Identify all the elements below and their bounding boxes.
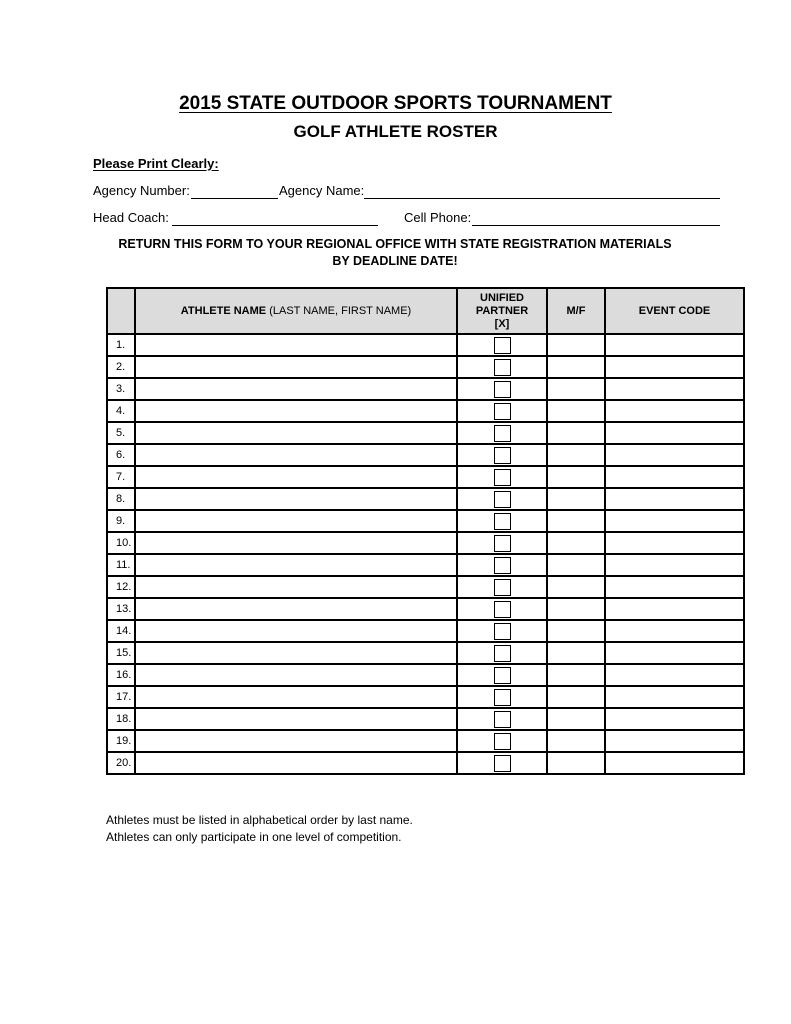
unified-partner-cell (457, 554, 547, 576)
unified-partner-checkbox[interactable] (494, 447, 511, 464)
event-code-cell[interactable] (605, 510, 744, 532)
table-row (107, 466, 744, 488)
table-row (107, 554, 744, 576)
gender-cell[interactable] (547, 466, 605, 488)
table-row (107, 752, 744, 774)
event-code-cell[interactable] (605, 334, 744, 356)
unified-line-3: [X] (494, 317, 510, 330)
event-code-cell[interactable] (605, 752, 744, 774)
table-row (107, 444, 744, 466)
athlete-name-cell[interactable] (135, 532, 457, 554)
row-number: 16. (107, 664, 135, 686)
table-row (107, 532, 744, 554)
row-number: 9. (107, 510, 135, 532)
cell-phone-label: Cell Phone: (404, 210, 472, 225)
return-notice (100, 236, 690, 270)
page-title: 2015 STATE OUTDOOR SPORTS TOURNAMENT (179, 93, 612, 114)
athlete-name-cell[interactable] (135, 752, 457, 774)
row-number: 4. (107, 400, 135, 422)
table-row (107, 730, 744, 752)
gender-cell[interactable] (547, 642, 605, 664)
header-athlete-name (135, 288, 457, 334)
gender-cell[interactable] (547, 378, 605, 400)
row-number: 2. (107, 356, 135, 378)
event-code-cell[interactable] (605, 444, 744, 466)
unified-partner-checkbox[interactable] (494, 601, 511, 618)
row-number: 1. (107, 334, 135, 356)
notice-line-2: BY DEADLINE DATE! (332, 254, 458, 268)
gender-cell[interactable] (547, 334, 605, 356)
athlete-name-cell[interactable] (135, 334, 457, 356)
print-clearly-label: Please Print Clearly: (93, 156, 219, 171)
event-code-cell[interactable] (605, 422, 744, 444)
unified-partner-checkbox[interactable] (494, 359, 511, 376)
athlete-name-cell[interactable] (135, 576, 457, 598)
row-number: 6. (107, 444, 135, 466)
table-row (107, 708, 744, 730)
notice-line-1: RETURN THIS FORM TO YOUR REGIONAL OFFICE WITH STATE REGISTRATION MATERIALS (118, 237, 672, 251)
gender-cell[interactable] (547, 422, 605, 444)
unified-partner-checkbox[interactable] (494, 557, 511, 574)
gender-cell[interactable] (547, 708, 605, 730)
row-number: 17. (107, 686, 135, 708)
athlete-name-bold: ATHLETE NAME (180, 304, 267, 317)
event-code-cell[interactable] (605, 730, 744, 752)
unified-partner-cell (457, 466, 547, 488)
athlete-name-cell[interactable] (135, 510, 457, 532)
gender-cell[interactable] (547, 356, 605, 378)
row-number: 7. (107, 466, 135, 488)
event-code-cell[interactable] (605, 620, 744, 642)
table-row (107, 422, 744, 444)
row-number: 12. (107, 576, 135, 598)
event-code-cell[interactable] (605, 488, 744, 510)
row-number: 19. (107, 730, 135, 752)
unified-line-2: PARTNER (475, 304, 529, 317)
unified-partner-cell (457, 488, 547, 510)
unified-partner-cell (457, 444, 547, 466)
unified-line-1: UNIFIED (480, 291, 524, 304)
row-number: 5. (107, 422, 135, 444)
athlete-name-cell[interactable] (135, 466, 457, 488)
note-line-1: Athletes must be listed in alphabetical order by last name. (106, 813, 413, 827)
unified-partner-cell (457, 686, 547, 708)
unified-partner-checkbox[interactable] (494, 469, 511, 486)
header-mf: M/F (547, 288, 605, 334)
event-code-cell[interactable] (605, 532, 744, 554)
row-number: 15. (107, 642, 135, 664)
event-code-cell[interactable] (605, 356, 744, 378)
event-code-cell[interactable] (605, 378, 744, 400)
gender-cell[interactable] (547, 752, 605, 774)
athlete-name-cell[interactable] (135, 400, 457, 422)
event-code-cell[interactable] (605, 576, 744, 598)
table-row (107, 356, 744, 378)
unified-partner-checkbox[interactable] (494, 733, 511, 750)
athlete-name-hint: (LAST NAME, FIRST NAME) (269, 304, 412, 317)
unified-partner-checkbox[interactable] (494, 689, 511, 706)
event-code-cell[interactable] (605, 400, 744, 422)
table-row (107, 620, 744, 642)
table-row (107, 400, 744, 422)
row-number: 18. (107, 708, 135, 730)
unified-partner-cell (457, 356, 547, 378)
unified-partner-checkbox[interactable] (494, 403, 511, 420)
gender-cell[interactable] (547, 620, 605, 642)
row-number: 13. (107, 598, 135, 620)
gender-cell[interactable] (547, 400, 605, 422)
unified-partner-cell (457, 576, 547, 598)
unified-partner-checkbox[interactable] (494, 425, 511, 442)
gender-cell[interactable] (547, 686, 605, 708)
gender-cell[interactable] (547, 576, 605, 598)
unified-partner-cell (457, 620, 547, 642)
unified-partner-checkbox[interactable] (494, 513, 511, 530)
athlete-name-cell[interactable] (135, 686, 457, 708)
unified-partner-cell (457, 400, 547, 422)
athlete-name-cell[interactable] (135, 554, 457, 576)
unified-partner-cell (457, 532, 547, 554)
roster-notes (106, 812, 413, 846)
row-number: 14. (107, 620, 135, 642)
table-row (107, 664, 744, 686)
table-row (107, 598, 744, 620)
unified-partner-cell (457, 378, 547, 400)
table-row (107, 378, 744, 400)
row-number: 3. (107, 378, 135, 400)
unified-partner-checkbox[interactable] (494, 755, 511, 772)
table-header-row (107, 288, 744, 334)
athlete-name-cell[interactable] (135, 642, 457, 664)
unified-partner-cell (457, 664, 547, 686)
head-coach-field[interactable] (172, 225, 378, 226)
row-number: 20. (107, 752, 135, 774)
gender-cell[interactable] (547, 554, 605, 576)
unified-partner-cell (457, 708, 547, 730)
unified-partner-cell (457, 752, 547, 774)
header-number (107, 288, 135, 334)
agency-name-field[interactable] (364, 198, 720, 199)
table-row (107, 334, 744, 356)
unified-partner-checkbox[interactable] (494, 491, 511, 508)
unified-partner-checkbox[interactable] (494, 535, 511, 552)
event-code-cell[interactable] (605, 664, 744, 686)
table-row (107, 510, 744, 532)
athlete-name-cell[interactable] (135, 730, 457, 752)
gender-cell[interactable] (547, 532, 605, 554)
table-row (107, 642, 744, 664)
athlete-name-cell[interactable] (135, 378, 457, 400)
table-row (107, 488, 744, 510)
event-code-cell[interactable] (605, 686, 744, 708)
header-unified-partner (457, 288, 547, 334)
head-coach-label: Head Coach: (93, 210, 169, 225)
table-row (107, 576, 744, 598)
athlete-name-cell[interactable] (135, 708, 457, 730)
note-line-2: Athletes can only participate in one level of competition. (106, 830, 402, 844)
unified-partner-checkbox[interactable] (494, 579, 511, 596)
event-code-cell[interactable] (605, 554, 744, 576)
athlete-name-cell[interactable] (135, 620, 457, 642)
cell-phone-field[interactable] (472, 225, 720, 226)
gender-cell[interactable] (547, 510, 605, 532)
unified-partner-cell (457, 730, 547, 752)
athlete-name-cell[interactable] (135, 488, 457, 510)
unified-partner-cell (457, 334, 547, 356)
unified-partner-checkbox[interactable] (494, 623, 511, 640)
table-row (107, 686, 744, 708)
athlete-name-cell[interactable] (135, 664, 457, 686)
athlete-name-cell[interactable] (135, 444, 457, 466)
gender-cell[interactable] (547, 730, 605, 752)
row-number: 10. (107, 532, 135, 554)
event-code-cell[interactable] (605, 598, 744, 620)
gender-cell[interactable] (547, 664, 605, 686)
athlete-name-cell[interactable] (135, 422, 457, 444)
unified-partner-cell (457, 422, 547, 444)
unified-partner-cell (457, 642, 547, 664)
athlete-name-cell[interactable] (135, 598, 457, 620)
unified-partner-checkbox[interactable] (494, 667, 511, 684)
unified-partner-cell (457, 510, 547, 532)
gender-cell[interactable] (547, 598, 605, 620)
unified-partner-cell (457, 598, 547, 620)
athlete-name-cell[interactable] (135, 356, 457, 378)
header-event-code: EVENT CODE (605, 288, 744, 334)
agency-name-label: Agency Name: (279, 183, 365, 198)
page-subtitle: GOLF ATHLETE ROSTER (293, 122, 498, 141)
unified-partner-checkbox[interactable] (494, 381, 511, 398)
unified-partner-checkbox[interactable] (494, 645, 511, 662)
gender-cell[interactable] (547, 488, 605, 510)
unified-partner-checkbox[interactable] (494, 337, 511, 354)
unified-partner-checkbox[interactable] (494, 711, 511, 728)
athlete-roster-table (106, 287, 745, 775)
row-number: 11. (107, 554, 135, 576)
event-code-cell[interactable] (605, 466, 744, 488)
event-code-cell[interactable] (605, 708, 744, 730)
event-code-cell[interactable] (605, 642, 744, 664)
gender-cell[interactable] (547, 444, 605, 466)
row-number: 8. (107, 488, 135, 510)
agency-number-label: Agency Number: (93, 183, 190, 198)
agency-number-field[interactable] (191, 198, 278, 199)
